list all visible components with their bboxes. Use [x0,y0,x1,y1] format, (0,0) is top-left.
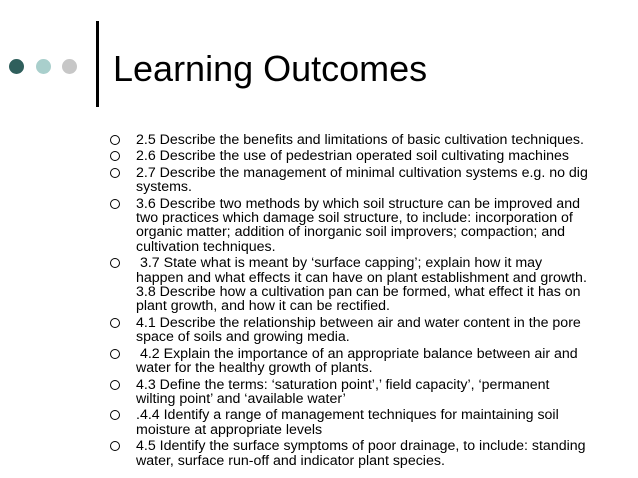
light-teal-dot [36,59,51,74]
hollow-circle-bullet-icon [110,135,120,145]
outcome-item [110,166,615,195]
outcome-item [110,408,615,437]
dark-teal-dot [9,59,24,74]
outcome-item [110,133,615,147]
hollow-circle-bullet-icon [110,349,120,359]
outcomes-list [110,133,615,470]
outcome-text: 4.1 Describe the relationship between air and water content in the pore space of soils and growing media. [136,314,581,346]
outcome-text: 3.7 State what is meant by ‘surface capping’; explain how it may happen and what effects it can have on plant establishment and growth. 3.8 Describe how a cultivation pan can be formed, what effect it has on plant growth, and how it can be rectified. [136,255,587,315]
outcome-text: 4.5 Identify the surface symptoms of poor drainage, to include: standing water, surface run-off and indicator plant species. [136,438,586,469]
hollow-circle-bullet-icon [110,151,120,161]
hollow-circle-bullet-icon [110,318,120,328]
hollow-circle-bullet-icon [110,199,120,209]
outcome-item [110,347,615,376]
grey-dot [62,59,77,74]
slide-title: Learning Outcomes [113,48,428,89]
title-divider [96,21,99,107]
outcome-item [110,197,615,255]
outcome-item [110,316,615,345]
outcome-text: .4.4 Identify a range of management techniques for maintaining soil moisture at appropriate levels [136,407,559,438]
outcome-text: 3.6 Describe two methods by which soil structure can be improved and two practices which damage soil structure, to include: incorporation of organic matter; addition of inorganic soil improvers; compaction; and cultivation techniques. [136,195,580,255]
decorative-dots [9,59,84,75]
outcome-item [110,149,615,163]
hollow-circle-bullet-icon [110,168,120,178]
hollow-circle-bullet-icon [110,441,120,451]
outcome-text: 2.6 Describe the use of pedestrian operated soil cultivating machines [136,148,569,165]
outcome-item [110,439,615,468]
outcome-text: 2.5 Describe the benefits and limitations of basic cultivation techniques. [136,132,584,148]
outcome-text: 4.2 Explain the importance of an appropriate balance between air and water for the healthy growth of plants. [136,345,578,377]
hollow-circle-bullet-icon [110,258,120,268]
outcome-text: 4.3 Define the terms: ‘saturation point’,’ field capacity’, ‘permanent wilting point’ and ‘available water’ [136,376,550,407]
hollow-circle-bullet-icon [110,380,120,390]
outcome-item [110,378,615,407]
hollow-circle-bullet-icon [110,410,120,420]
outcome-item [110,256,615,314]
outcome-text: 2.7 Describe the management of minimal cultivation systems e.g. no dig systems. [136,164,588,196]
